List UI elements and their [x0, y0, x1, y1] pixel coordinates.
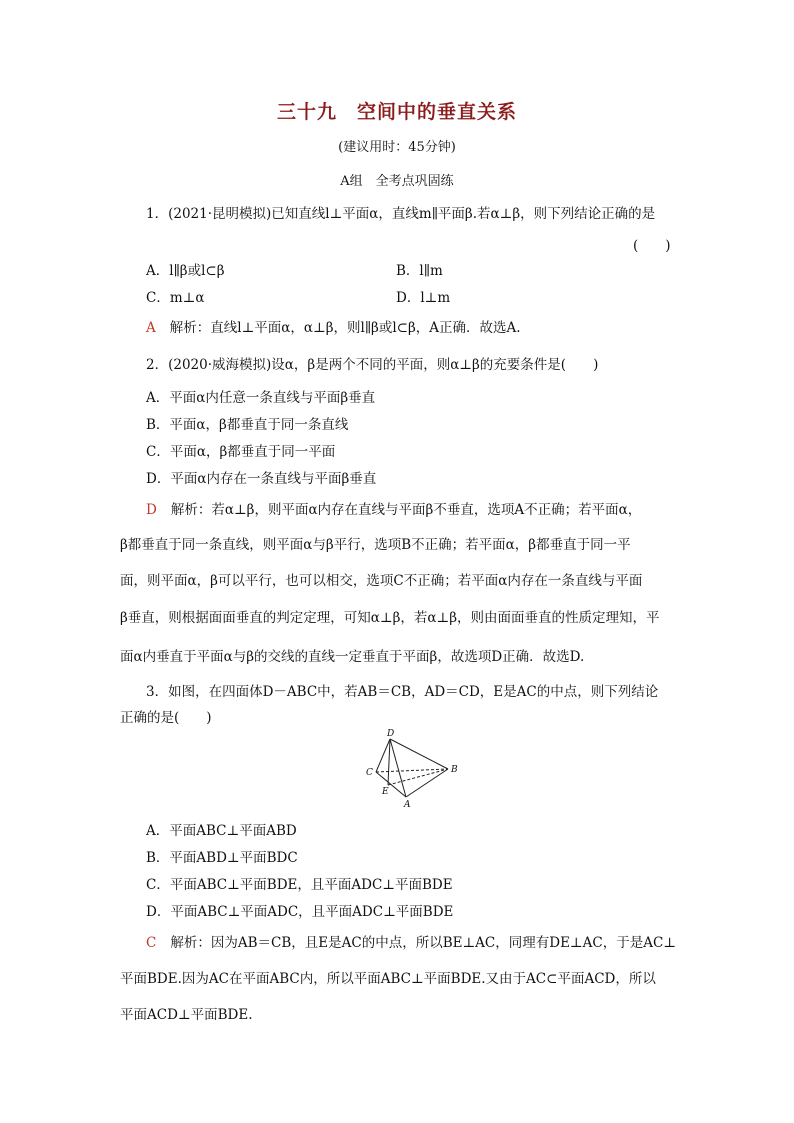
edge-db [390, 739, 448, 769]
tetrahedron-figure [358, 727, 468, 811]
q3-explanation-line-1 [146, 931, 676, 951]
q3-explanation-line-3: 平面ACD⊥平面BDE. [120, 1007, 253, 1023]
q2-explanation-line-1 [146, 498, 641, 518]
q3-stem-line-1: 3．如图，在四面体D－ABC中，若AB＝CB，AD＝CD，E是AC的中点，则下列结论 [146, 684, 659, 700]
q3-option-b: B．平面ABD⊥平面BDC [146, 850, 298, 866]
q2-answer: D [146, 502, 157, 518]
q1-answer-paren: ( ) [633, 238, 671, 254]
edge-de [388, 739, 390, 785]
q1-answer: A [146, 320, 156, 336]
q2-explanation-line-4: β垂直，则根据面面垂直的判定定理，可知α⊥β，若α⊥β，则由面面垂直的性质定理知，平 [120, 610, 660, 626]
q3-stem-line-2: 正确的是( ) [120, 710, 212, 726]
q1-option-c: C．m⊥α [146, 290, 205, 306]
page-title: 三十九 空间中的垂直关系 [276, 101, 517, 123]
q2-option-c: C．平面α，β都垂直于同一平面 [146, 444, 336, 460]
label-a: A [404, 800, 411, 810]
q3-explanation-text-1: 解析：因为AB＝CB，且E是AC的中点，所以BE⊥AC，同理有DE⊥AC，于是AC⊥ [170, 935, 676, 951]
edge-ab [406, 769, 448, 797]
q2-option-d: D．平面α内存在一条直线与平面β垂直 [146, 471, 377, 487]
q3-option-a: A．平面ABC⊥平面ABD [146, 823, 297, 839]
q2-option-b: B．平面α，β都垂直于同一条直线 [146, 417, 349, 433]
q1-option-d: D．l⊥m [396, 290, 451, 306]
label-e: E [382, 787, 389, 797]
q2-explanation-line-3: 面，则平面α，β可以平行，也可以相交，选项C不正确；若平面α内存在一条直线与平面 [120, 573, 643, 589]
q1-stem: 1．(2021·昆明模拟)已知直线l⊥平面α，直线m∥平面β.若α⊥β，则下列结论正确的是 [146, 206, 656, 222]
edge-dc [376, 739, 390, 772]
q3-explanation-line-2: 平面BDE.因为AC在平面ABC内，所以平面ABC⊥平面BDE.又由于AC⊂平面ACD，所以 [120, 971, 656, 987]
label-d: D [387, 729, 395, 739]
q2-explanation-line-2: β都垂直于同一条直线，则平面α与β平行，选项B不正确；若平面α，β都垂直于同一平 [120, 537, 631, 553]
q3-option-d: D．平面ABC⊥平面ADC，且平面ADC⊥平面BDE [146, 904, 454, 920]
label-c: C [366, 768, 373, 778]
edge-da [390, 739, 406, 797]
edge-ca [376, 772, 406, 797]
group-heading: A组 全考点巩固练 [340, 174, 454, 189]
q2-option-a: A．平面α内任意一条直线与平面β垂直 [146, 390, 376, 406]
q1-explanation-text: 解析：直线l⊥平面α，α⊥β，则l∥β或l⊂β，A正确．故选A. [169, 320, 521, 336]
q3-answer: C [146, 935, 157, 951]
q1-explanation [146, 316, 521, 336]
time-suggestion: (建议用时：45分钟) [338, 140, 456, 155]
q3-option-c: C．平面ABC⊥平面BDE，且平面ADC⊥平面BDE [146, 877, 453, 893]
q2-explanation-text-1: 解析：若α⊥β，则平面α内存在直线与平面β不垂直，选项A不正确；若平面α， [170, 502, 642, 518]
q1-option-a: A．l∥β或l⊂β [146, 263, 225, 279]
q2-stem: 2．(2020·威海模拟)设α，β是两个不同的平面，则α⊥β的充要条件是( ) [146, 357, 599, 373]
label-b: B [451, 765, 458, 775]
q2-explanation-line-5: 面α内垂直于平面α与β的交线的直线一定垂直于平面β，故选项D正确．故选D. [120, 649, 585, 665]
q1-option-b: B．l∥m [396, 263, 443, 279]
